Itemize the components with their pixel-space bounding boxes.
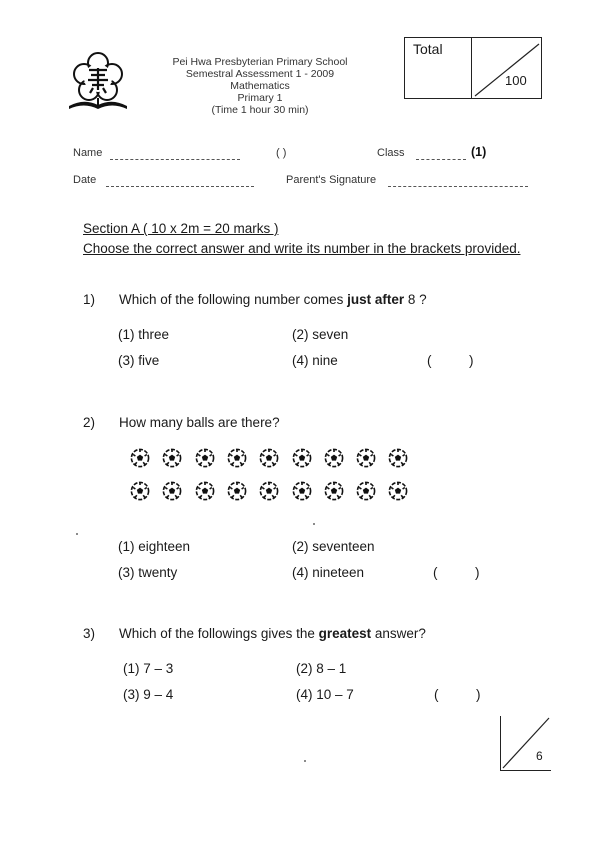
soccer-ball-icon [388, 481, 408, 501]
question-1-option-2: (2) seven [292, 327, 349, 342]
soccer-ball-icon [292, 481, 312, 501]
section-title: Section A ( 10 x 2m = 20 marks ) [83, 221, 279, 236]
question-3-option-4: (4) 10 – 7 [296, 687, 354, 702]
name-line[interactable] [110, 159, 240, 160]
question-3-text: Which of the followings gives the greatest answer? [119, 626, 426, 641]
question-1-option-1: (1) three [118, 327, 170, 342]
total-max: 100 [505, 73, 527, 88]
class-label: Class [377, 147, 405, 159]
question-1-option-3: (3) five [118, 353, 160, 368]
soccer-ball-icon [356, 448, 376, 468]
question-2-number: 2) [83, 415, 96, 430]
parent-signature-label: Parent's Signature [286, 174, 377, 186]
question-2-option-4: (4) nineteen [292, 565, 365, 580]
total-label: Total [413, 41, 443, 57]
page-score-box [500, 716, 551, 771]
soccer-ball-icon [227, 481, 247, 501]
soccer-ball-icon [324, 481, 344, 501]
soccer-ball-icon [292, 448, 312, 468]
subject-name: Mathematics [230, 80, 290, 92]
soccer-ball-icon [130, 448, 150, 468]
soccer-ball-icon [130, 481, 150, 501]
date-line[interactable] [106, 186, 254, 187]
soccer-ball-icon [195, 448, 215, 468]
page-score-max: 6 [536, 749, 543, 763]
scan-speck [76, 533, 78, 535]
soccer-ball-icon [259, 448, 279, 468]
soccer-ball-icon [162, 448, 182, 468]
scan-speck [304, 760, 306, 762]
question-2-option-2: (2) seventeen [292, 539, 375, 554]
soccer-ball-icon [259, 481, 279, 501]
date-label: Date [73, 174, 97, 186]
question-1-number: 1) [83, 292, 96, 307]
question-2-option-3: (3) twenty [118, 565, 178, 580]
school-crest-logo [66, 50, 130, 112]
question-1-option-4: (4) nine [292, 353, 338, 368]
question-3-option-2: (2) 8 – 1 [296, 661, 347, 676]
class-line[interactable] [416, 159, 466, 160]
register-number-brackets: ( ) [276, 147, 287, 159]
question-2-text: How many balls are there? [119, 415, 280, 430]
question-3-option-3: (3) 9 – 4 [123, 687, 174, 702]
question-2-answer-bracket[interactable]: ( ) [433, 565, 480, 580]
question-1-text: Which of the following number comes just after 8 ? [119, 292, 427, 307]
assessment-header [140, 56, 380, 116]
page-score-slash [501, 716, 551, 770]
soccer-ball-icon [227, 448, 247, 468]
name-label: Name [73, 147, 103, 159]
question-3-number: 3) [83, 626, 96, 641]
soccer-ball-icon [162, 481, 182, 501]
scan-speck [313, 523, 315, 525]
assessment-name: Semestral Assessment 1 - 2009 [185, 68, 335, 80]
soccer-ball-icon [356, 481, 376, 501]
soccer-ball-icon [388, 448, 408, 468]
signature-line[interactable] [388, 186, 528, 187]
question-2-option-1: (1) eighteen [118, 539, 191, 554]
question-3-option-1: (1) 7 – 3 [123, 661, 174, 676]
level-name: Primary 1 [237, 92, 283, 104]
time-allowed: (Time 1 hour 30 min) [211, 104, 309, 116]
soccer-ball-icon [324, 448, 344, 468]
soccer-ball-icon [195, 481, 215, 501]
question-3-answer-bracket[interactable]: ( ) [434, 687, 481, 702]
section-instruction: Choose the correct answer and write its number in the brackets provided. [83, 241, 521, 256]
total-box-slash [471, 38, 541, 98]
school-name: Pei Hwa Presbyterian Primary School [172, 56, 348, 68]
question-1-answer-bracket[interactable]: ( ) [427, 353, 474, 368]
total-score-box [404, 37, 542, 99]
class-value: (1) [471, 145, 487, 159]
